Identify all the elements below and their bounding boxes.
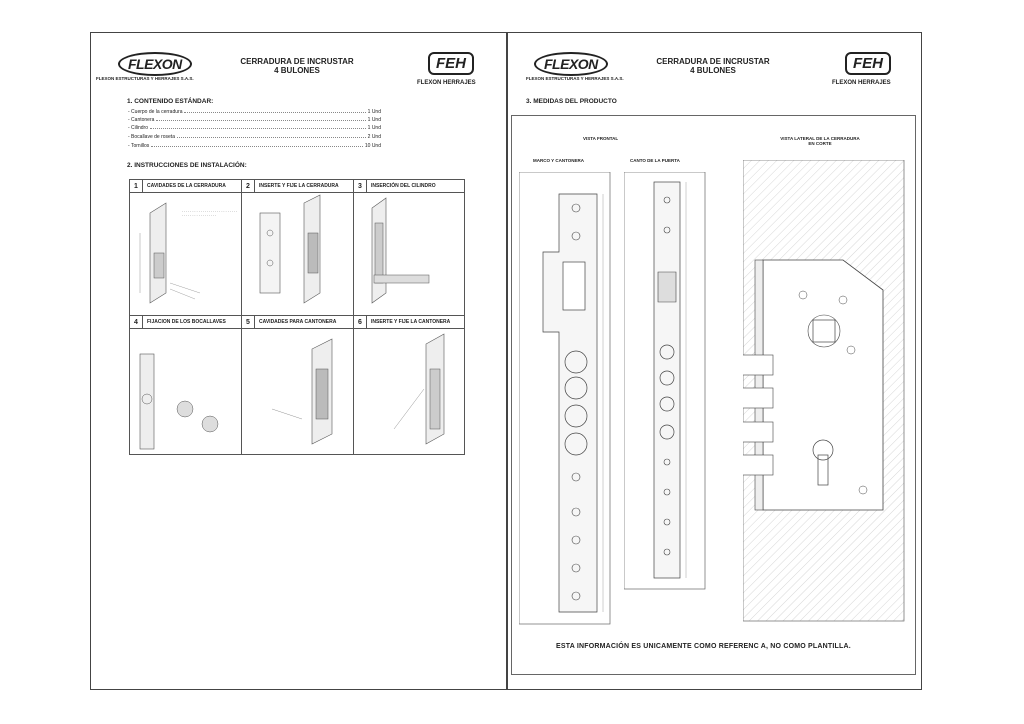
step-4-panel: 4 FIJACION DE LOS BOCALLAVES (129, 315, 242, 455)
flexon-logo: FLEXON (534, 52, 608, 76)
brand-name: FLEXON HERRAJES (417, 80, 476, 86)
company-line: FLEXON ESTRUCTURAS Y HERRAJES S.A.S. (96, 76, 194, 81)
page-divider (506, 32, 508, 690)
step-5-illustration (242, 329, 353, 455)
document-title: CERRADURA DE INCRUSTAR 4 BULONES (656, 57, 770, 75)
front-view-title: VISTA FRONTAL (583, 136, 619, 141)
step-5-panel: 5 CAVIDADES PARA CANTONERA (241, 315, 354, 455)
flexon-logo: FLEXON (118, 52, 192, 76)
step-2-panel: 2 INSERTE Y FIJE LA CERRADURA (241, 179, 354, 316)
section-measures-title: 3. MEDIDAS DEL PRODUCTO (526, 98, 617, 105)
step-6-panel: 6 INSERTE Y FIJE LA CANTONERA (353, 315, 465, 455)
list-item: - Cuerpo de la cerradura 1 Und (128, 109, 381, 115)
frame-and-strike-drawing (519, 172, 611, 625)
step-3-panel: 3 INSERCIÓN DEL CILINDRO (353, 179, 465, 316)
step-6-illustration (354, 329, 464, 455)
list-item: - Cantonera 1 Und (128, 117, 381, 123)
company-line: FLEXON ESTRUCTURAS Y HERRAJES S.A.S. (526, 76, 624, 81)
disclaimer-note: ESTA INFORMACIÓN ES UNICAMENTE COMO REFERENC A, NO COMO PLANTILLA. (556, 643, 851, 650)
list-item: - Bocallave de roseta 2 Und (128, 134, 381, 140)
brand-name: FLEXON HERRAJES (832, 80, 891, 86)
door-edge-drawing (624, 172, 706, 590)
step-4-illustration (130, 329, 241, 455)
document-title: CERRADURA DE INCRUSTAR 4 BULONES (240, 57, 354, 75)
list-item: - Cilindro 1 Und (128, 125, 381, 131)
feh-logo: FEH (845, 52, 891, 75)
step-3-illustration (354, 193, 464, 315)
side-section-drawing (743, 160, 905, 622)
list-item: - Tornillos 10 Und (128, 143, 381, 149)
door-edge-label: CANTO DE LA PUERTA (630, 158, 680, 163)
section-contents-title: 1. CONTENIDO ESTÁNDAR: (127, 98, 214, 105)
feh-logo: FEH (428, 52, 474, 75)
section-instructions-title: 2. INSTRUCCIONES DE INSTALACIÓN: (127, 162, 247, 169)
frame-label: MARCO Y CANTONERA (533, 158, 585, 163)
side-view-title: VISTA LATERAL DE LA CERRADURA EN CORTE (780, 136, 860, 146)
step-2-illustration (242, 193, 353, 315)
step-1-panel: 1 CAVIDADES DE LA CERRADURA · · · · · · · · · · · · · · · · · · · · · · · · · · · · · · · · · · · · · · · · · · · · (129, 179, 242, 316)
